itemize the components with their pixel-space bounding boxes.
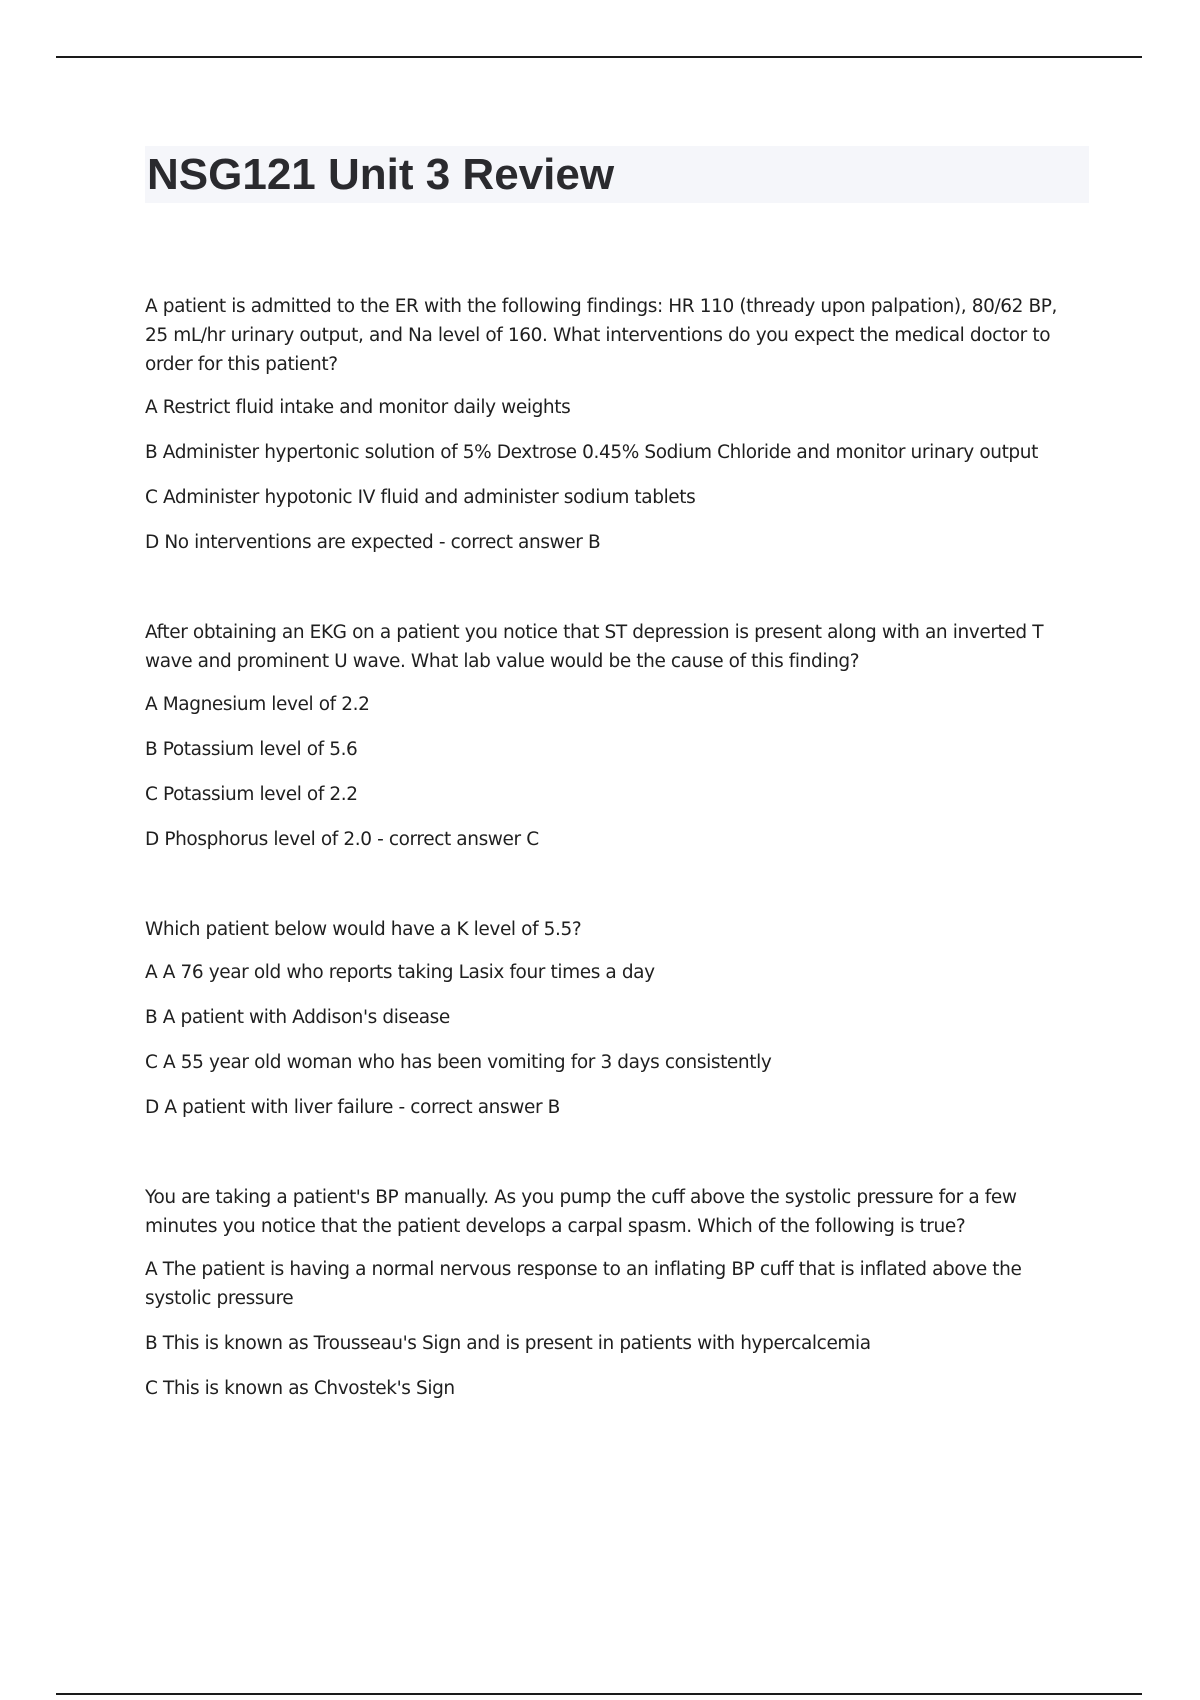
question-block-1 — [145, 292, 1085, 557]
answer-option: C This is known as Chvostek's Sign — [145, 1378, 455, 1399]
answer-option: B A patient with Addison's disease — [145, 1007, 450, 1028]
answer-option: A A 76 year old who reports taking Lasix four times a day — [145, 962, 655, 983]
answer-option: A The patient is having a normal nervous response to an inflating BP cuff that is inflated above the systolic pressure — [145, 1259, 1022, 1309]
answer-option: A Magnesium level of 2.2 — [145, 694, 370, 715]
question-block-3 — [145, 915, 1085, 1122]
question-block-4 — [145, 1183, 1085, 1403]
question-text: A patient is admitted to the ER with the following findings: HR 110 (thready upon palpation), 80/62 BP, 25 mL/hr urinary output, and Na level of 160. What interventions do you expect the medical doctor to order for this patient? — [145, 296, 1058, 375]
answer-option: C A 55 year old woman who has been vomiting for 3 days consistently — [145, 1052, 772, 1073]
document-title: NSG121 Unit 3 Review — [147, 150, 615, 199]
top-rule — [56, 56, 1142, 58]
answer-option: D Phosphorus level of 2.0 - correct answer C — [145, 829, 539, 850]
bottom-rule — [56, 1693, 1142, 1695]
answer-option: B Administer hypertonic solution of 5% Dextrose 0.45% Sodium Chloride and monitor urinary output — [145, 442, 1038, 463]
question-text: You are taking a patient's BP manually. As you pump the cuff above the systolic pressure for a few minutes you notice that the patient develops a carpal spasm. Which of the following is true? — [145, 1187, 1017, 1237]
question-text: Which patient below would have a K level of 5.5? — [145, 919, 582, 940]
answer-option: C Administer hypotonic IV fluid and administer sodium tablets — [145, 487, 696, 508]
answer-option: B This is known as Trousseau's Sign and is present in patients with hypercalcemia — [145, 1333, 871, 1354]
answer-option: D No interventions are expected - correct answer B — [145, 532, 601, 553]
question-text: After obtaining an EKG on a patient you notice that ST depression is present along with an inverted T wave and prominent U wave. What lab value would be the cause of this finding? — [145, 622, 1044, 672]
question-block-2 — [145, 618, 1085, 854]
answer-option: B Potassium level of 5.6 — [145, 739, 358, 760]
answer-option: A Restrict fluid intake and monitor daily weights — [145, 397, 571, 418]
document-body — [145, 292, 1085, 1403]
title-band — [145, 146, 1089, 203]
answer-option: D A patient with liver failure - correct answer B — [145, 1097, 560, 1118]
answer-option: C Potassium level of 2.2 — [145, 784, 358, 805]
